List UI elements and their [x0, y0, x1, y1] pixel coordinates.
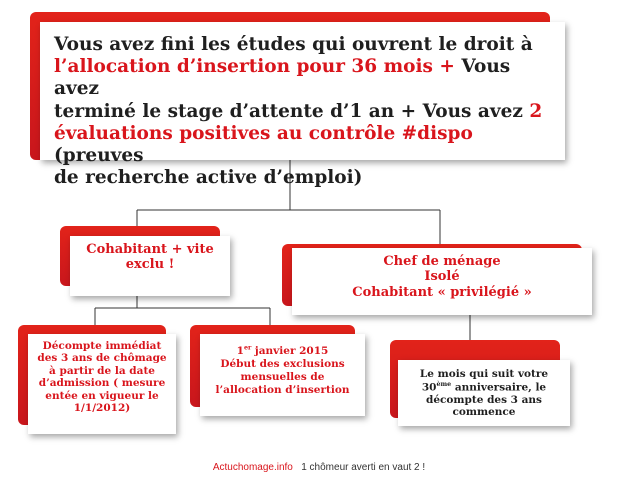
- level2-right-text: [292, 248, 592, 300]
- level3-box3-pre: Le mois qui suit votre 30: [419, 368, 549, 394]
- level3-box3-post: anniversaire, le décompte des 3 ans commence: [426, 381, 547, 419]
- top-text-seg3: Vous avez: [54, 56, 511, 100]
- level3-box2-body: Début des exclusions mensuelles de l’allocation d’insertion: [215, 357, 350, 396]
- top-text-seg6: 2: [529, 100, 543, 122]
- level3-box2-text: [200, 334, 365, 397]
- footer-site: Actuchomage.info: [212, 462, 293, 473]
- level3-box2-date: [237, 345, 329, 357]
- top-box-text: [40, 22, 565, 189]
- level2-left-text: Cohabitant + vite exclu !: [86, 242, 214, 273]
- level3-box3: [398, 360, 570, 426]
- level3-box2-date-sup: er: [243, 344, 252, 351]
- level2-right-line1: Chef de ménage: [383, 254, 501, 269]
- level2-right-line2: Isolé: [424, 269, 460, 285]
- footer: [0, 462, 638, 473]
- level2-right-line3: Cohabitant « privilégié »: [352, 284, 532, 300]
- top-text-seg4: terminé le stage d’attente d’1 an: [54, 100, 395, 122]
- level3-box3-sup: ème: [436, 380, 452, 388]
- level3-box1-text: Décompte immédiat des 3 ans de chômage à partir de la date d’admission ( mesure entée en vigueur le 1/1/2012): [37, 340, 167, 414]
- level3-box2-date-day: 1: [236, 344, 244, 357]
- level2-left-box: [70, 236, 230, 296]
- level2-right-box: [292, 248, 592, 315]
- level3-box3-text: [398, 360, 570, 419]
- level3-box1: [28, 334, 176, 434]
- top-box: [40, 22, 565, 189]
- level3-box2: [200, 334, 365, 416]
- level3-box2-date-rest: janvier 2015: [251, 344, 329, 357]
- top-text-seg5: + Vous avez: [400, 100, 523, 122]
- top-text-seg9: de recherche active d’emploi): [54, 167, 363, 189]
- footer-tagline: 1 chômeur averti en vaut 2 !: [301, 462, 426, 473]
- top-text-seg7: évaluations positives au contrôle #dispo: [54, 122, 473, 144]
- top-text-seg8: (preuves: [54, 144, 144, 166]
- top-text-seg2: l’allocation d’insertion pour 36 mois +: [54, 56, 455, 78]
- top-text-seg1: Vous avez fini les études qui ouvrent le droit à: [54, 34, 533, 55]
